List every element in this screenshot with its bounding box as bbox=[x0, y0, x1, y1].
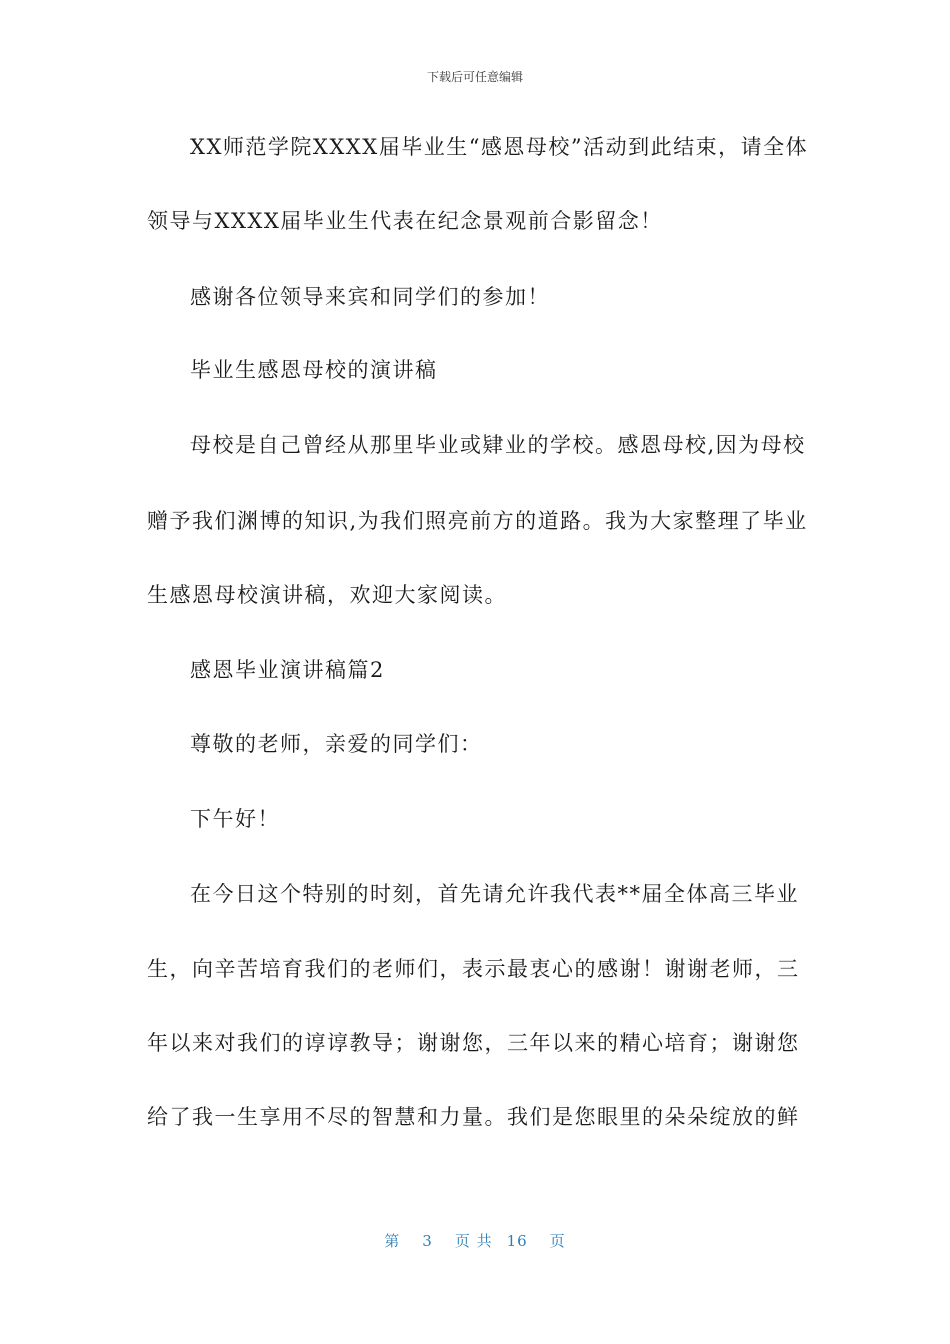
section-heading: 毕业生感恩母校的演讲稿 bbox=[190, 358, 438, 382]
page-footer bbox=[0, 1230, 950, 1251]
footer-prefix: 第 bbox=[384, 1232, 401, 1250]
paragraph-line: 感谢各位领导来宾和同学们的参加！ bbox=[190, 285, 550, 309]
paragraph-line: 母校是自己曾经从那里毕业或肄业的学校。感恩母校,因为母校 bbox=[190, 433, 806, 457]
paragraph-line: 生，向辛苦培育我们的老师们，表示最衷心的感谢！谢谢老师，三 bbox=[147, 957, 800, 981]
greeting: 下午好！ bbox=[190, 807, 280, 831]
paragraph-line: 年以来对我们的谆谆教导；谢谢您，三年以来的精心培育；谢谢您 bbox=[147, 1031, 800, 1055]
paragraph-line: 生感恩母校演讲稿，欢迎大家阅读。 bbox=[147, 583, 507, 607]
footer-current-page: 3 bbox=[422, 1232, 433, 1250]
footer-suffix: 页 bbox=[549, 1232, 566, 1250]
footer-middle: 页 共 bbox=[454, 1232, 493, 1250]
header-note: 下载后可任意编辑 bbox=[426, 70, 523, 84]
salutation: 尊敬的老师，亲爱的同学们： bbox=[190, 732, 483, 756]
paragraph-line: 领导与XXXX届毕业生代表在纪念景观前合影留念！ bbox=[147, 209, 663, 233]
footer-total-pages: 16 bbox=[506, 1232, 528, 1250]
paragraph-line: 赠予我们渊博的知识,为我们照亮前方的道路。我为大家整理了毕业 bbox=[147, 509, 808, 533]
paragraph-line: 在今日这个特别的时刻，首先请允许我代表**届全体高三毕业 bbox=[190, 882, 799, 906]
paragraph-line: 给了我一生享用不尽的智慧和力量。我们是您眼里的朵朵绽放的鲜 bbox=[147, 1105, 800, 1129]
section-heading: 感恩毕业演讲稿篇2 bbox=[190, 658, 385, 682]
paragraph-line: XX师范学院XXXX届毕业生“感恩母校”活动到此结束，请全体 bbox=[190, 135, 809, 159]
